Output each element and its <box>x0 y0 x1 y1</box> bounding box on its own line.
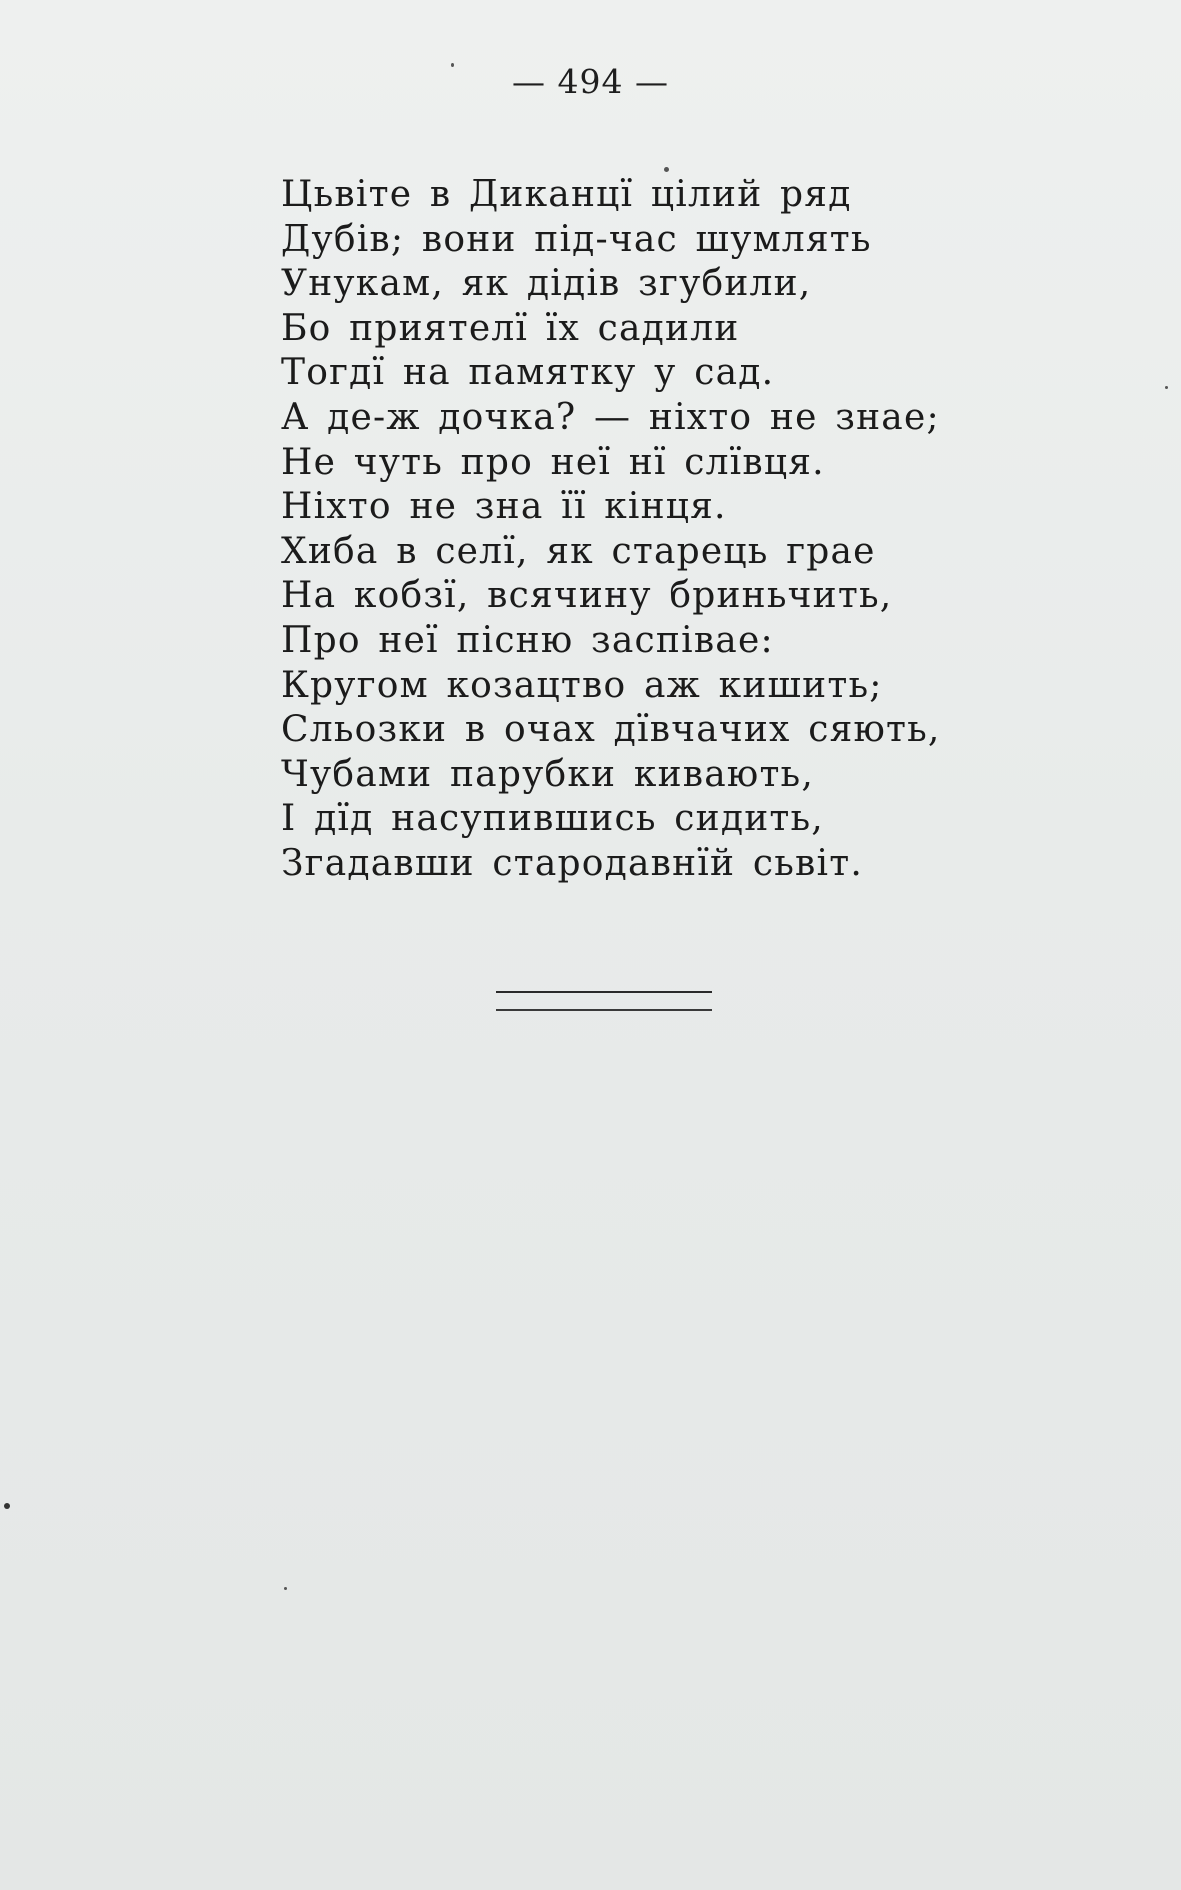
poem-line: Про неї пісню заспівае: <box>281 619 774 661</box>
poem-line: Сльозки в очах дївчачих сяють, <box>281 709 941 751</box>
section-divider-rule <box>496 1009 712 1011</box>
paper-speck <box>4 1503 10 1509</box>
poem-line: Чубами парубки кивають, <box>281 753 815 795</box>
poem-line: Кругом козацтво аж кишить; <box>281 664 883 706</box>
poem-line: Ніхто не зна її кінця. <box>281 486 727 528</box>
paper-speck <box>284 1587 287 1590</box>
poem-line: Бо приятелї їх садили <box>281 307 740 349</box>
poem-line: Не чуть про неї нї слївця. <box>281 441 825 483</box>
page-number: — 494 — <box>512 62 669 101</box>
poem-line: Дубів; вони під-час шумлять <box>281 218 872 260</box>
poem-line: Цьвіте в Диканцї цілий ряд <box>281 174 852 215</box>
poem-line: Згадавши стародавнїй сьвіт. <box>281 842 863 884</box>
paper-speck <box>1165 386 1168 389</box>
poem-line: Унукам, як дідів згубили, <box>281 263 812 305</box>
poem-line: На кобзї, всячину бриньчить, <box>281 575 893 617</box>
paper-speck <box>664 167 669 172</box>
poem-line: Тогдї на памятку у сад. <box>281 352 775 394</box>
paper-speck <box>451 63 454 67</box>
poem-line: Хиба в селї, як старець грае <box>281 530 876 572</box>
poem-stanza <box>281 173 981 887</box>
poem-line: І дїд насупившись сидить, <box>281 798 824 840</box>
section-divider-rule <box>496 991 712 993</box>
poem-line: А де-ж дочка? — ніхто не знае; <box>281 396 940 438</box>
